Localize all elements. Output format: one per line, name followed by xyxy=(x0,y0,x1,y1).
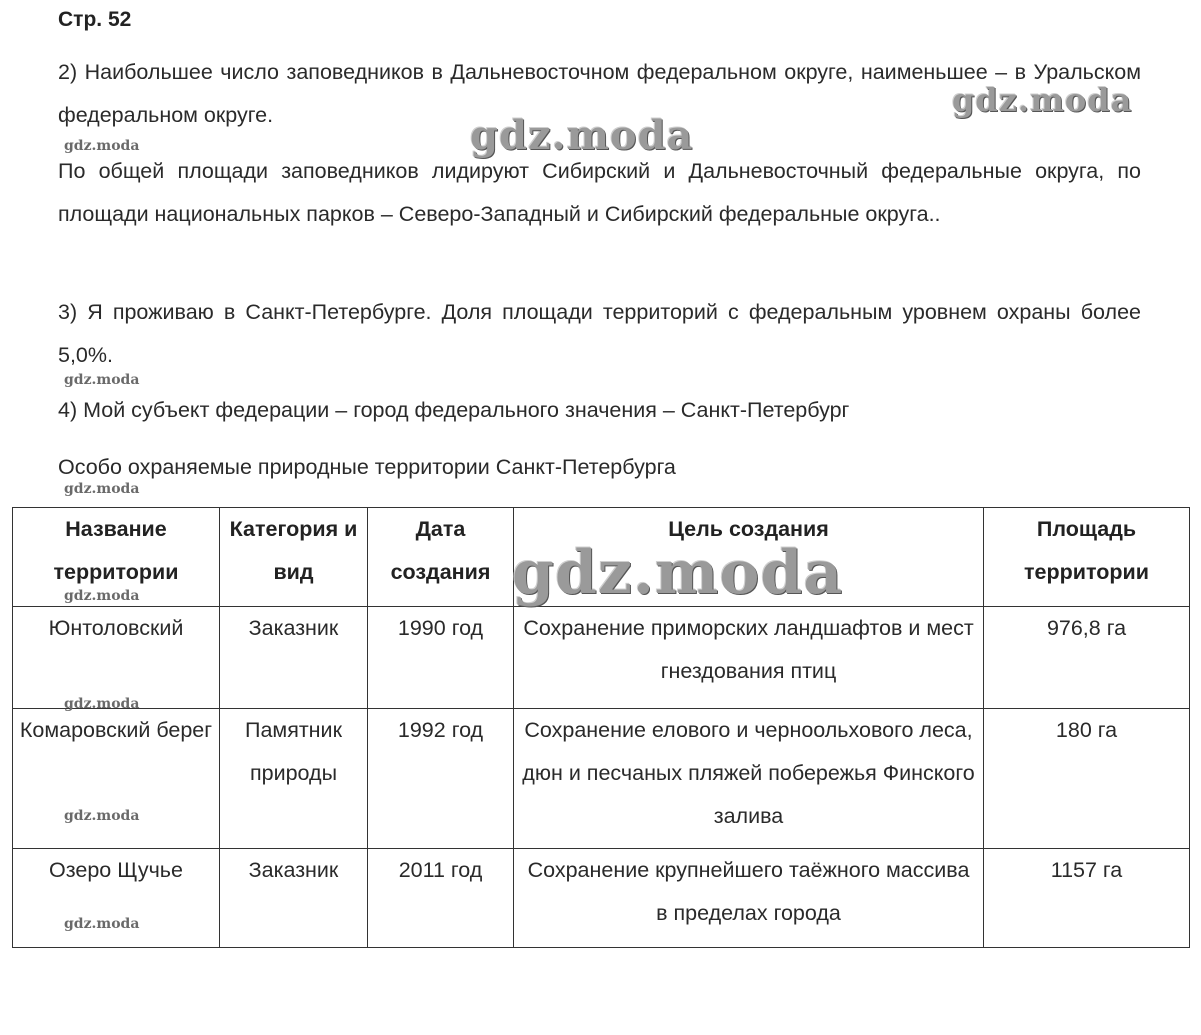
cell-date: 1992 год xyxy=(368,709,514,849)
table-row xyxy=(13,849,1190,948)
watermark: gdz.moda xyxy=(470,112,694,159)
table-row xyxy=(13,709,1190,849)
cell-date: 1990 год xyxy=(368,607,514,709)
watermark-small: gdz.moda xyxy=(64,372,140,388)
paragraph-area-leaders: По общей площади заповедников лидируют Сибирский и Дальневосточный федеральные округа, по площади национальных парков – Северо-Западный и Сибирский федеральные округа.. xyxy=(58,159,1141,226)
watermark-small: gdz.moda xyxy=(64,138,140,154)
cell-category: Памятник природы xyxy=(220,709,368,849)
paragraph-answer-4: 4) Мой субъект федерации – город федерального значения – Санкт-Петербург xyxy=(58,398,850,422)
watermark-small: gdz.moda xyxy=(64,588,140,604)
cell-name: Озеро Щучье xyxy=(13,849,220,948)
cell-name: Комаровский берег xyxy=(13,709,220,849)
cell-area: 976,8 га xyxy=(984,607,1190,709)
table-row xyxy=(13,607,1190,709)
header-date: Дата создания xyxy=(368,508,514,607)
cell-category: Заказник xyxy=(220,607,368,709)
table-caption: Особо охраняемые природные территории Санкт-Петербурга xyxy=(58,455,676,479)
cell-name: Юнтоловский xyxy=(13,607,220,709)
watermark-small: gdz.moda xyxy=(64,696,140,712)
watermark-small: gdz.moda xyxy=(64,916,140,932)
header-category: Категория и вид xyxy=(220,508,368,607)
watermark-small: gdz.moda xyxy=(64,481,140,497)
watermark: gdz.moda xyxy=(952,81,1133,119)
cell-area: 1157 га xyxy=(984,849,1190,948)
page-number: Стр. 52 xyxy=(58,8,132,31)
cell-date: 2011 год xyxy=(368,849,514,948)
cell-purpose: Сохранение елового и черноольхового леса, дюн и песчаных пляжей побережья Финского залива xyxy=(514,709,984,849)
header-area: Площадь территории xyxy=(984,508,1190,607)
watermark: gdz.moda xyxy=(512,538,844,608)
cell-area: 180 га xyxy=(984,709,1190,849)
cell-purpose: Сохранение приморских ландшафтов и мест гнездования птиц xyxy=(514,607,984,709)
watermark-small: gdz.moda xyxy=(64,808,140,824)
header-purpose: Цель создания xyxy=(514,508,984,607)
cell-category: Заказник xyxy=(220,849,368,948)
header-name: Название территории xyxy=(13,508,220,607)
cell-purpose: Сохранение крупнейшего таёжного массива в пределах города xyxy=(514,849,984,948)
paragraph-answer-2: 2) Наибольшее число заповедников в Дальневосточном федеральном округе, наименьшее – в Уральском федеральном округе. xyxy=(58,60,1141,127)
paragraph-answer-3: 3) Я проживаю в Санкт-Петербурге. Доля площади территорий с федеральным уровнем охраны более 5,0%. xyxy=(58,300,1141,367)
